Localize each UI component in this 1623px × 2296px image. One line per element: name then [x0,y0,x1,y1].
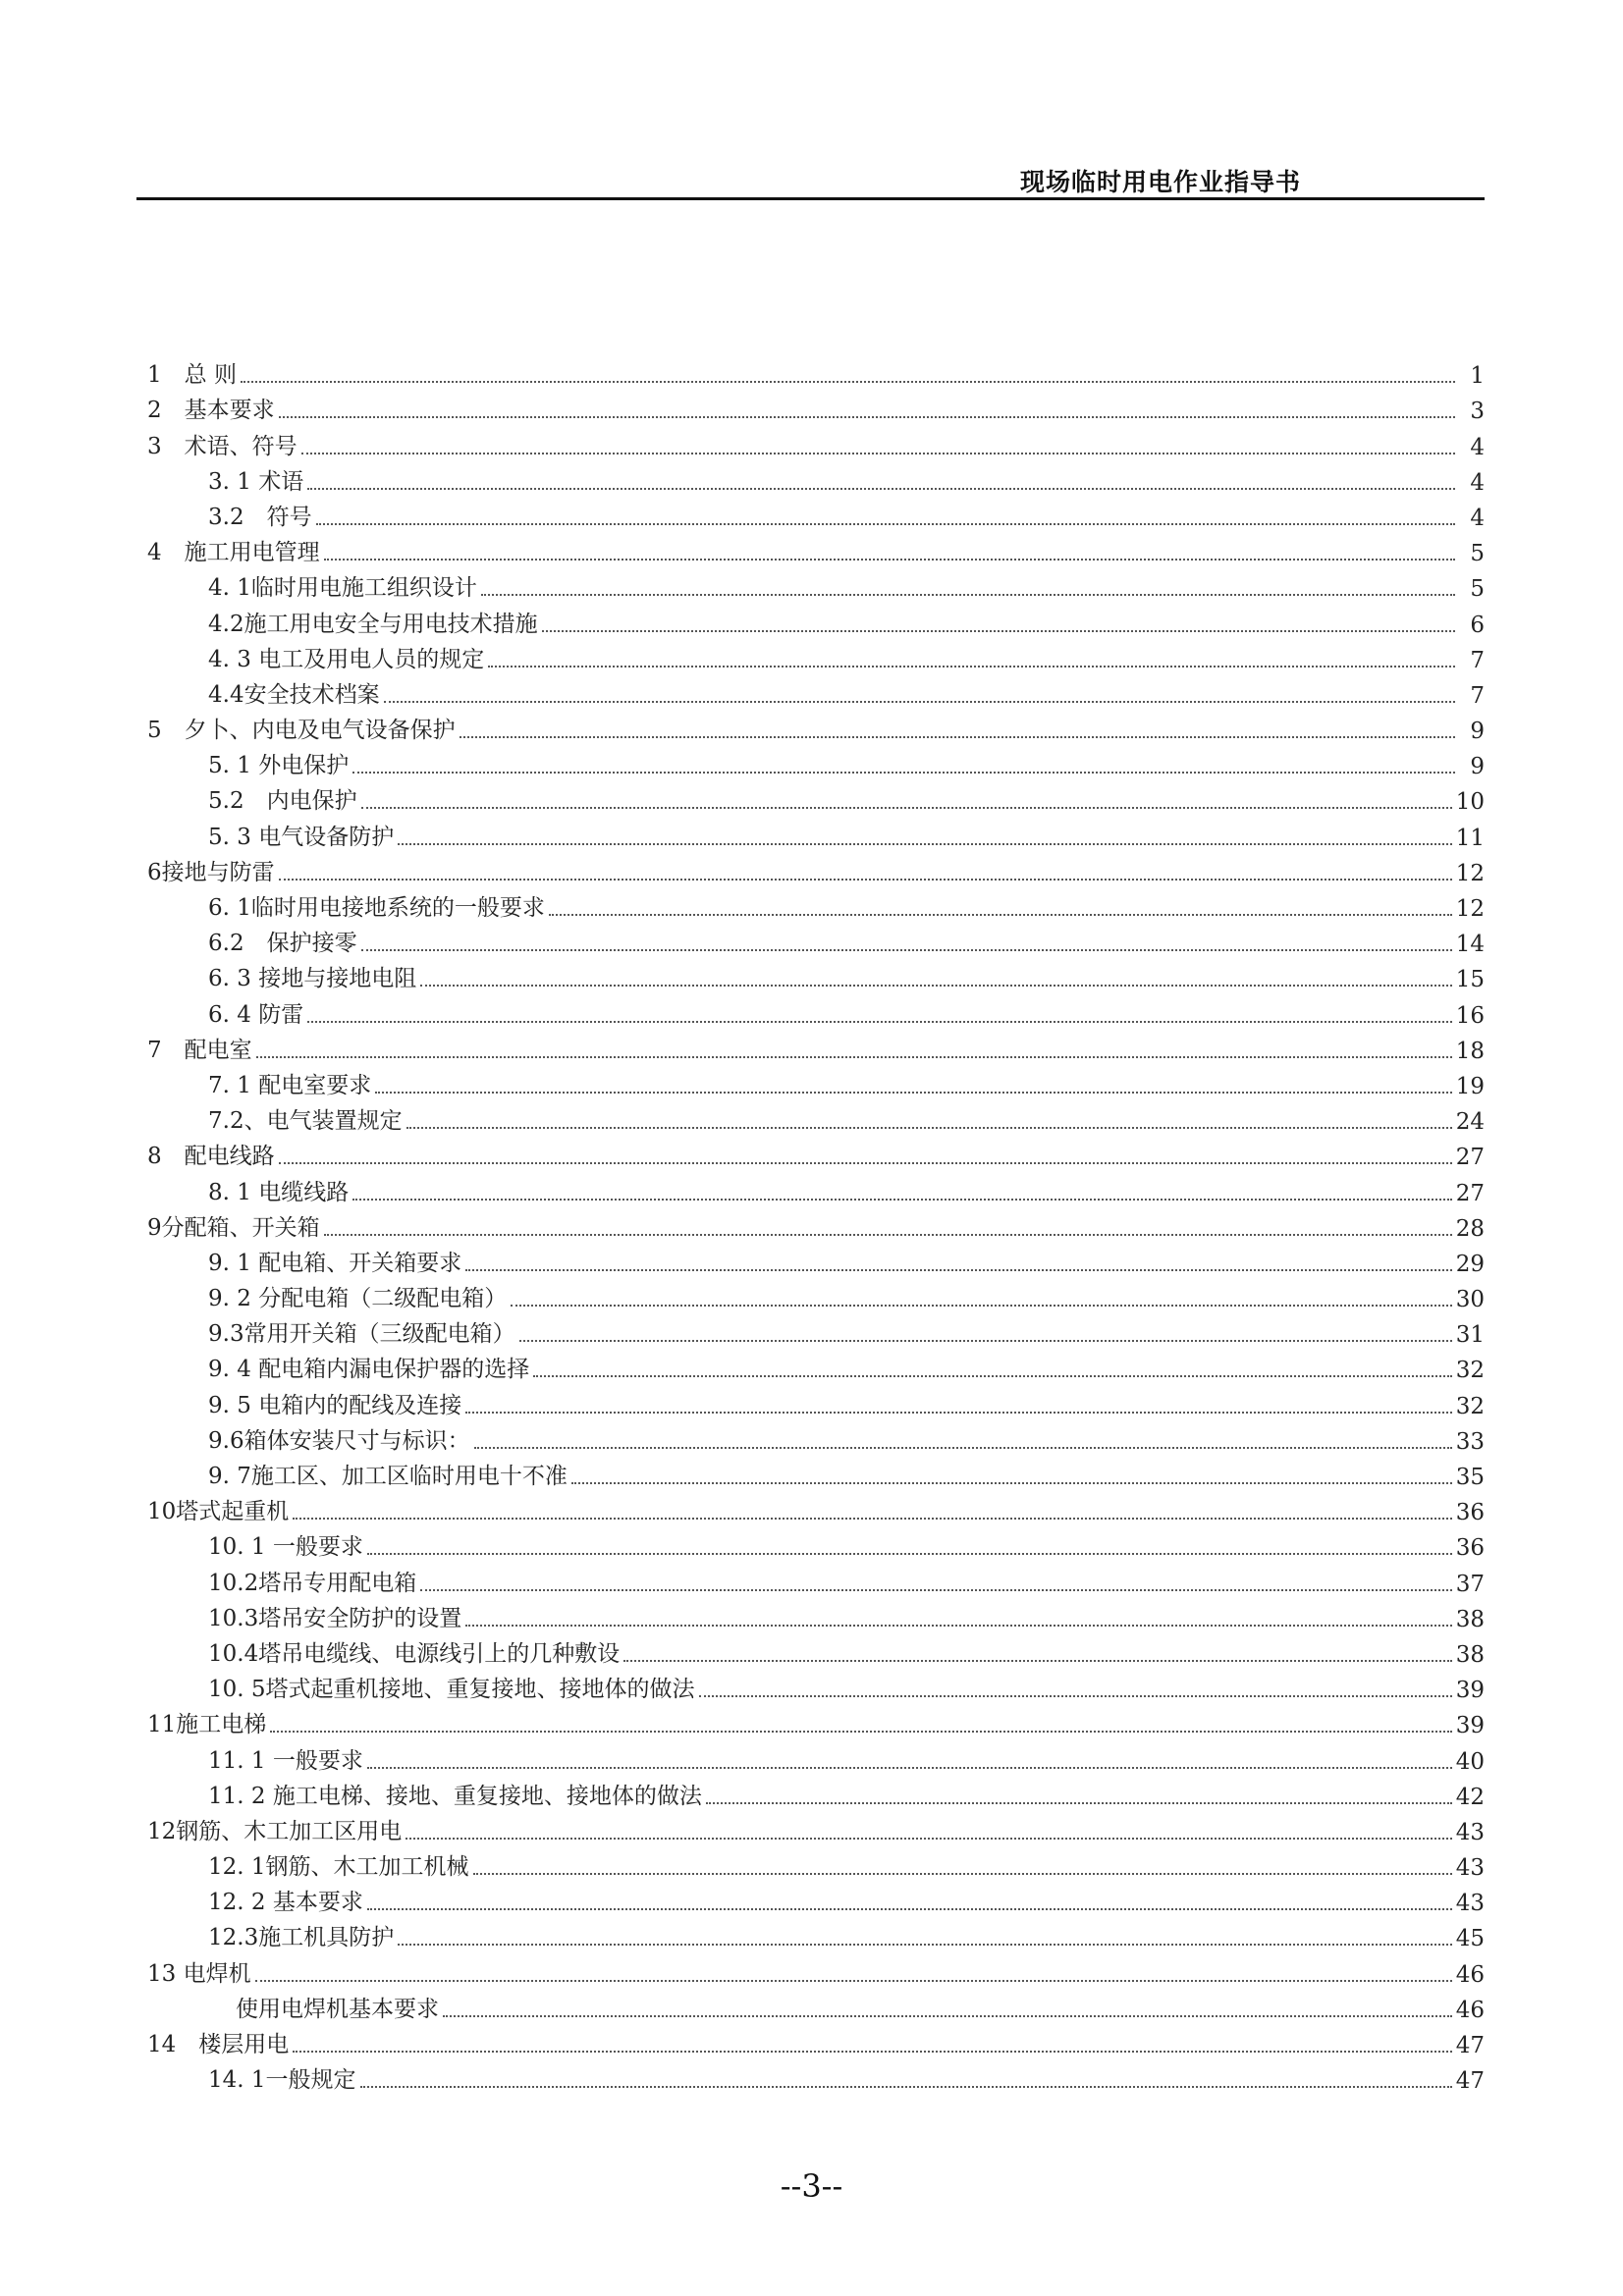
toc-dot-leader [420,1589,1452,1591]
toc-dot-leader [571,1482,1452,1484]
toc-dot-leader [511,1305,1452,1307]
toc-dot-leader [443,2015,1452,2017]
toc-entry-title: 7.2、电气装置规定 [208,1108,403,1135]
toc-entry[interactable] [147,1419,1485,1455]
toc-entry-page: 9 [1470,754,1485,780]
toc-entry-page: 7 [1470,647,1485,673]
toc-entry[interactable] [147,1170,1485,1205]
toc-entry-title: 4 施工用电管理 [147,540,320,566]
toc-dot-leader [549,914,1452,916]
toc-dot-leader [398,1944,1452,1946]
toc-entry-page: 10 [1455,789,1485,816]
toc-entry[interactable] [147,1988,1485,2023]
toc-entry-page: 12 [1455,860,1485,886]
toc-dot-leader [542,630,1455,632]
toc-entry[interactable] [147,1383,1485,1418]
toc-entry-title: 4. 3 电工及用电人员的规定 [208,646,485,672]
toc-entry[interactable] [147,531,1485,566]
toc-dot-leader [360,2086,1452,2088]
toc-entry-page: 43 [1455,1855,1485,1882]
toc-entry-title: 10. 5塔式起重机接地、重复接地、接地体的做法 [208,1677,695,1703]
toc-entry-title: 12钢筋、木工加工区用电 [147,1818,403,1844]
toc-dot-leader [293,1518,1451,1520]
toc-entry-page: 47 [1455,2033,1485,2058]
toc-entry[interactable] [147,1029,1485,1064]
toc-entry-title: 3 术语、符号 [147,433,298,459]
toc-entry-title: 7 配电室 [147,1037,252,1063]
toc-entry-title: 6. 3 接地与接地电阻 [208,966,417,992]
toc-entry-page: 4 [1470,434,1485,460]
toc-entry-title: 6.2 保护接零 [208,931,357,957]
toc-dot-leader [256,1056,1452,1058]
toc-entry-title: 11. 2 施工电梯、接地、重复接地、接地体的做法 [208,1783,702,1809]
toc-entry[interactable] [147,496,1485,531]
toc-dot-leader [293,2051,1451,2053]
toc-dot-leader [473,1873,1452,1875]
toc-entry-title: 11施工电梯 [147,1712,267,1738]
toc-dot-leader [465,1269,1452,1271]
toc-entry-title: 9.6箱体安装尺寸与标识： [208,1427,470,1454]
toc-dot-leader [367,1553,1452,1555]
toc-entry-page: 3 [1470,399,1485,425]
toc-dot-leader [307,488,1455,490]
toc-entry-title: 2 基本要求 [147,398,275,424]
toc-entry-page: 43 [1455,1819,1485,1845]
toc-entry-page: 15 [1455,967,1485,993]
toc-dot-leader [384,701,1455,703]
toc-dot-leader [352,772,1455,774]
toc-entry[interactable] [147,1312,1485,1348]
toc-entry[interactable] [147,389,1485,424]
toc-entry-title: 10.3塔吊安全防护的设置 [208,1605,462,1631]
toc-entry-page: 27 [1455,1145,1485,1171]
toc-dot-leader [406,1127,1452,1129]
toc-entry[interactable] [147,1810,1485,1845]
toc-entry-title: 12.3施工机具防护 [208,1925,395,1951]
toc-entry-page: 46 [1455,1961,1485,1988]
toc-entry-title: 1 总 则 [147,362,237,389]
toc-entry[interactable] [147,1135,1485,1170]
toc-entry[interactable] [147,1951,1485,1987]
toc-entry[interactable] [147,922,1485,957]
toc-dot-leader [474,1447,1452,1449]
toc-entry-page: 14 [1455,932,1485,958]
toc-entry-title: 9. 5 电箱内的配线及连接 [208,1392,462,1418]
toc-entry-page: 36 [1455,1500,1485,1526]
toc-dot-leader [699,1695,1452,1697]
toc-entry-page: 27 [1455,1180,1485,1206]
toc-entry-page: 6 [1470,612,1485,638]
toc-entry[interactable] [147,1099,1485,1135]
toc-dot-leader [361,807,1452,809]
toc-entry-title: 9.3常用开关箱（三级配电箱） [208,1321,515,1348]
toc-dot-leader [316,523,1455,525]
toc-dot-leader [279,416,1455,418]
toc-entry[interactable] [147,1561,1485,1596]
toc-entry[interactable] [147,744,1485,779]
toc-dot-leader [324,1234,1452,1236]
toc-entry-title: 9分配箱、开关箱 [147,1214,320,1241]
toc-entry[interactable] [147,886,1485,922]
toc-entry-title: 3. 1 术语 [208,468,304,495]
toc-dot-leader [361,949,1452,951]
header-rule [136,197,1485,200]
toc-entry-page: 39 [1455,1713,1485,1739]
toc-entry[interactable] [147,460,1485,496]
toc-dot-leader [420,985,1452,987]
toc-entry-title: 9. 1 配电箱、开关箱要求 [208,1250,462,1276]
toc-entry[interactable] [147,1738,1485,1774]
toc-dot-leader [375,1092,1452,1094]
toc-entry-page: 32 [1455,1358,1485,1384]
toc-entry-page: 1 [1470,363,1485,390]
toc-entry-title: 13 电焊机 [147,1960,251,1987]
toc-entry-title: 使用电焊机基本要求 [236,1996,439,2022]
toc-entry[interactable] [147,1632,1485,1668]
toc-entry-title: 5. 3 电气设备防护 [208,824,395,850]
toc-entry-page: 12 [1455,896,1485,922]
toc-dot-leader [301,453,1455,454]
toc-dot-leader [270,1731,1451,1733]
toc-entry-page: 36 [1455,1535,1485,1562]
toc-entry-page: 39 [1455,1678,1485,1704]
toc-entry-page: 29 [1455,1251,1485,1277]
toc-entry[interactable] [147,992,1485,1028]
toc-entry[interactable] [147,602,1485,637]
toc-entry-title: 9. 2 分配电箱（二级配电箱） [208,1286,508,1312]
toc-entry[interactable] [147,779,1485,815]
toc-entry[interactable] [147,1455,1485,1490]
toc-entry[interactable] [147,957,1485,992]
toc-entry-page: 45 [1455,1926,1485,1952]
toc-dot-leader [307,1021,1452,1023]
toc-dot-leader [460,736,1455,738]
toc-entry-title: 5. 1 外电保护 [208,753,350,779]
toc-entry-page: 46 [1455,1997,1485,2023]
toc-entry[interactable] [147,566,1485,602]
toc-dot-leader [465,1412,1452,1414]
toc-entry-title: 12. 2 基本要求 [208,1890,363,1916]
toc-entry[interactable] [147,1242,1485,1277]
toc-entry[interactable] [147,353,1485,389]
toc-entry-title: 4. 1临时用电施工组织设计 [208,575,477,602]
toc-dot-leader [279,879,1452,881]
toc-entry[interactable] [147,1703,1485,1738]
page-number: --3-- [780,2167,843,2205]
toc-dot-leader [533,1375,1452,1377]
toc-dot-leader [481,594,1455,596]
toc-entry[interactable] [147,638,1485,673]
toc-entry-page: 38 [1455,1606,1485,1632]
toc-entry[interactable] [147,2023,1485,2058]
toc-dot-leader [367,1767,1452,1769]
toc-entry-page: 18 [1455,1038,1485,1064]
toc-entry[interactable] [147,1490,1485,1525]
toc-entry-title: 11. 1 一般要求 [208,1747,363,1774]
toc-dot-leader [706,1802,1452,1804]
toc-entry[interactable] [147,851,1485,886]
toc-entry-title: 8. 1 电缆线路 [208,1179,350,1205]
toc-entry-title: 4.2施工用电安全与用电技术措施 [208,611,538,637]
toc-dot-leader [279,1162,1452,1164]
toc-entry-page: 38 [1455,1641,1485,1668]
toc-entry[interactable] [147,1668,1485,1703]
toc-entry-title: 6接地与防雷 [147,859,275,885]
toc-entry-page: 11 [1455,825,1485,851]
toc-dot-leader [465,1625,1452,1627]
toc-entry-title: 3.2 符号 [208,504,312,530]
toc-entry-title: 14 楼层用电 [147,2032,290,2057]
toc-entry[interactable] [147,1597,1485,1632]
toc-entry-page: 33 [1455,1428,1485,1455]
toc-dot-leader [398,843,1452,845]
toc-dot-leader [324,559,1455,561]
toc-dot-leader [488,666,1455,667]
toc-entry[interactable] [147,1916,1485,1951]
toc-dot-leader [255,1980,1452,1982]
toc-entry-title: 6. 4 防雷 [208,1001,304,1028]
toc-entry[interactable] [147,1348,1485,1383]
toc-entry-title: 8 配电线路 [147,1144,275,1170]
toc-entry[interactable] [147,2058,1485,2094]
table-of-contents [147,353,1485,2094]
toc-entry-title: 10.4塔吊电缆线、电源线引上的几种敷设 [208,1640,621,1667]
toc-entry-page: 4 [1470,505,1485,531]
toc-entry[interactable] [147,1277,1485,1312]
toc-entry-page: 7 [1470,682,1485,709]
toc-entry-page: 5 [1470,541,1485,567]
toc-dot-leader [241,381,1455,383]
toc-entry-page: 37 [1455,1571,1485,1597]
toc-entry[interactable] [147,709,1485,744]
toc-entry-page: 35 [1455,1465,1485,1490]
toc-dot-leader [623,1660,1452,1662]
toc-entry-title: 9. 4 配电箱内漏电保护器的选择 [208,1357,530,1383]
toc-entry-page: 28 [1455,1215,1485,1242]
toc-entry[interactable] [147,1881,1485,1916]
toc-dot-leader [406,1838,1451,1840]
toc-entry-title: 4.4安全技术档案 [208,681,380,708]
toc-entry-title: 14. 1一般规定 [208,2067,356,2094]
toc-entry[interactable] [147,1064,1485,1099]
toc-entry-page: 30 [1455,1287,1485,1313]
toc-entry[interactable] [147,1206,1485,1242]
toc-entry-page: 43 [1455,1891,1485,1917]
toc-dot-leader [367,1908,1452,1910]
toc-dot-leader [352,1199,1452,1201]
toc-entry-page: 47 [1455,2068,1485,2095]
toc-entry-page: 32 [1455,1393,1485,1419]
toc-entry-page: 42 [1455,1784,1485,1810]
toc-entry[interactable] [147,673,1485,709]
running-header-title: 现场临时用电作业指导书 [1019,168,1301,196]
toc-entry-page: 31 [1455,1322,1485,1349]
toc-entry-title: 5.2 内电保护 [208,788,357,815]
toc-entry-title: 10塔式起重机 [147,1499,290,1525]
toc-entry-page: 19 [1455,1073,1485,1099]
toc-entry-page: 16 [1455,1002,1485,1029]
toc-entry-page: 40 [1455,1748,1485,1775]
toc-entry-title: 7. 1 配电室要求 [208,1072,372,1098]
toc-entry-title: 6. 1临时用电接地系统的一般要求 [208,895,545,921]
toc-entry-title: 5 夕卜、内电及电气设备保护 [147,718,456,744]
toc-entry-page: 24 [1455,1109,1485,1136]
toc-entry[interactable] [147,815,1485,850]
toc-entry-page: 9 [1470,719,1485,745]
toc-entry-title: 12. 1钢筋、木工加工机械 [208,1854,469,1881]
toc-entry-title: 9. 7施工区、加工区临时用电十不准 [208,1464,568,1489]
toc-entry[interactable] [147,424,1485,459]
toc-entry-title: 10. 1 一般要求 [208,1534,363,1561]
toc-entry[interactable] [147,1775,1485,1810]
toc-entry-page: 4 [1470,469,1485,496]
toc-entry-page: 5 [1470,576,1485,603]
toc-entry[interactable] [147,1525,1485,1561]
toc-dot-leader [519,1340,1452,1342]
toc-entry[interactable] [147,1845,1485,1881]
toc-entry-title: 10.2塔吊专用配电箱 [208,1570,417,1596]
